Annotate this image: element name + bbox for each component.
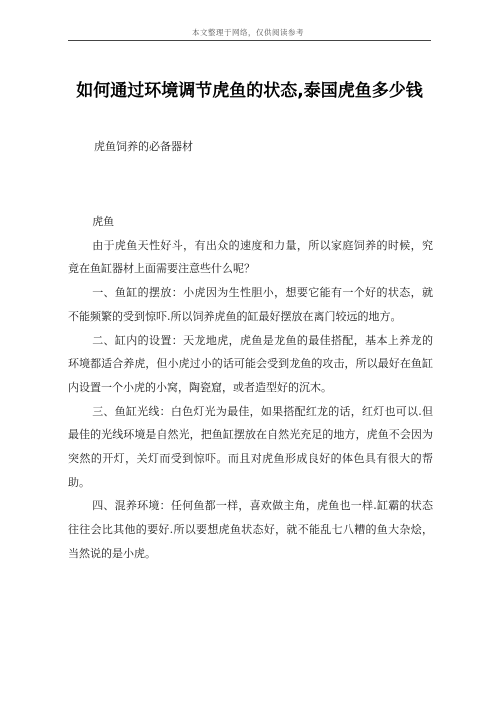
header-divider [68,40,431,41]
page-header-note: 本文整理于网络，仅供阅读参考 [192,28,304,37]
document-body [68,210,433,566]
paragraph: 二、缸内的设置：天龙地虎，虎鱼是龙鱼的最佳搭配，基本上养龙的环境都适合养虎，但小虎过小的话可能会受到龙鱼的攻击，所以最好在鱼缸内设置一个小虎的小窝，陶瓷窟，或者造型好的沉木。 [68,333,433,394]
document-title: 如何通过环境调节虎鱼的状态,泰国虎鱼多少钱 [76,81,423,101]
paragraph: 虎鱼 [92,215,115,228]
document-subtitle: 虎鱼饲养的必备器材 [94,140,193,153]
paragraph: 一、鱼缸的摆放：小虎因为生性胆小，想要它能有一个好的状态，就不能频繁的受到惊吓.所以饲养虎鱼的缸最好摆放在离门较远的地方。 [68,286,433,323]
paragraph: 由于虎鱼天性好斗，有出众的速度和力量，所以家庭饲养的时候，究竟在鱼缸器材上面需要注意些什么呢？ [68,238,433,276]
paragraph: 三、鱼缸光线：白色灯光为最佳，如果搭配红龙的话，红灯也可以.但最佳的光线环境是自然光，把鱼缸摆放在自然光充足的地方，虎鱼不会因为突然的开灯，关灯而受到惊吓。而且对虎鱼形成良好的体色具有很大的帮助。 [68,404,433,489]
paragraph: 四、混养环境：任何鱼都一样，喜欢做主角，虎鱼也一样.缸霸的状态往往会比其他的要好.所以要想虎鱼状态好，就不能乱七八糟的鱼大杂烩，当然说的是小虎。 [68,499,433,560]
